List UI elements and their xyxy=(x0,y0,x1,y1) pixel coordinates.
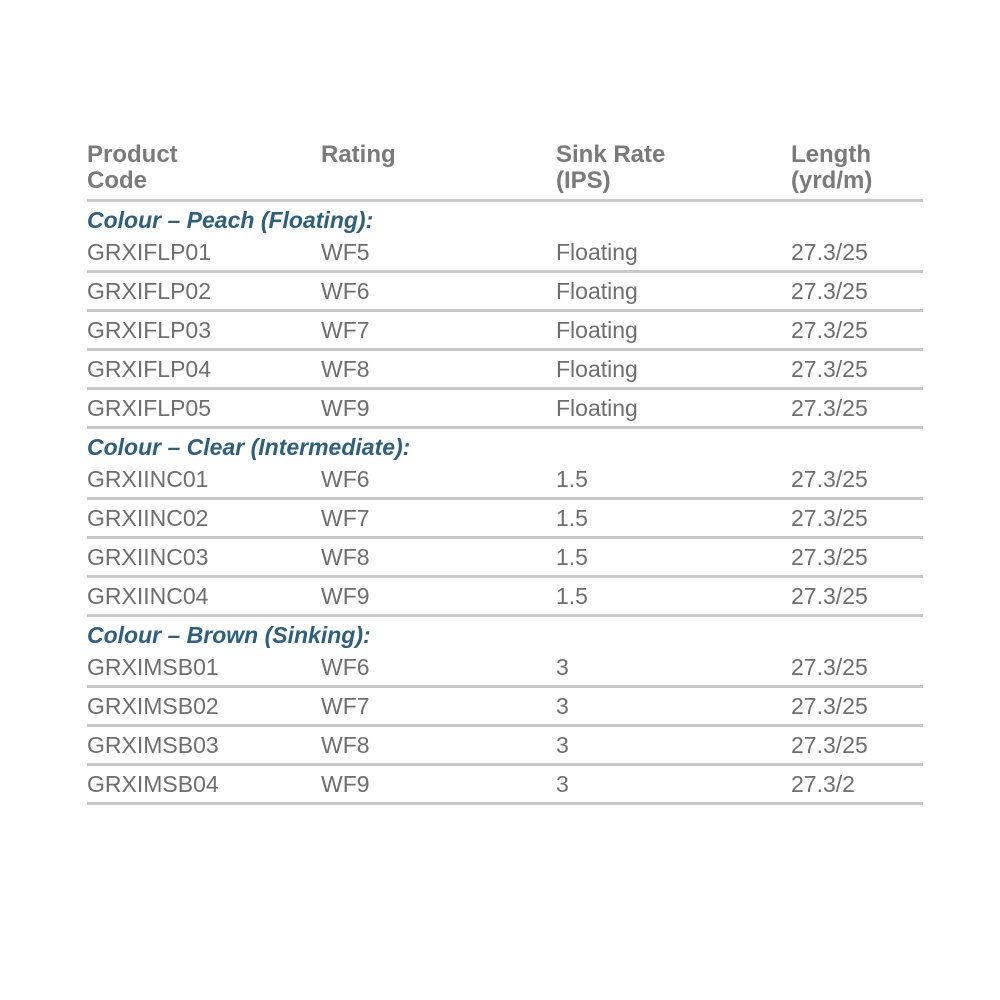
cell-product-code: GRXIFLP02 xyxy=(87,278,211,304)
cell-sink-rate: 3 xyxy=(556,693,569,719)
header-length-line2: (yrd/m) xyxy=(791,167,873,194)
group-title xyxy=(87,202,923,234)
cell-rating: WF7 xyxy=(321,693,370,719)
table-row xyxy=(87,390,923,429)
header-sink-rate-line2: (IPS) xyxy=(556,167,611,194)
table-row xyxy=(87,649,923,688)
header-product-code-line1: Product xyxy=(87,141,178,168)
table-row xyxy=(87,539,923,578)
header-rating-line1: Rating xyxy=(321,141,396,168)
cell-rating: WF7 xyxy=(321,317,370,343)
cell-product-code: GRXIFLP03 xyxy=(87,317,211,343)
cell-sink-rate: 1.5 xyxy=(556,505,588,531)
header-length xyxy=(791,142,872,194)
cell-rating: WF5 xyxy=(321,239,370,265)
cell-length: 27.3/25 xyxy=(791,239,868,265)
cell-length: 27.3/2 xyxy=(791,771,855,797)
cell-sink-rate: 3 xyxy=(556,732,569,758)
cell-sink-rate: 1.5 xyxy=(556,466,588,492)
cell-rating: WF6 xyxy=(321,466,370,492)
cell-length: 27.3/25 xyxy=(791,693,868,719)
cell-rating: WF9 xyxy=(321,583,370,609)
cell-product-code: GRXIINC01 xyxy=(87,466,209,492)
table-header xyxy=(87,142,923,202)
cell-sink-rate: 1.5 xyxy=(556,583,588,609)
header-length-line1: Length xyxy=(791,141,871,168)
cell-sink-rate: 1.5 xyxy=(556,544,588,570)
cell-rating: WF9 xyxy=(321,395,370,421)
table-row xyxy=(87,312,923,351)
product-table xyxy=(87,142,923,805)
cell-product-code: GRXIINC03 xyxy=(87,544,209,570)
cell-product-code: GRXIMSB02 xyxy=(87,693,219,719)
table-row xyxy=(87,727,923,766)
cell-rating: WF6 xyxy=(321,278,370,304)
cell-length: 27.3/25 xyxy=(791,466,868,492)
group-title-text: Colour – Peach (Floating): xyxy=(87,207,374,233)
cell-length: 27.3/25 xyxy=(791,395,868,421)
group-title xyxy=(87,617,923,649)
cell-sink-rate: 3 xyxy=(556,654,569,680)
cell-rating: WF7 xyxy=(321,505,370,531)
cell-sink-rate: Floating xyxy=(556,278,638,304)
cell-sink-rate: Floating xyxy=(556,395,638,421)
cell-sink-rate: Floating xyxy=(556,356,638,382)
cell-length: 27.3/25 xyxy=(791,278,868,304)
cell-product-code: GRXIMSB04 xyxy=(87,771,219,797)
cell-rating: WF8 xyxy=(321,544,370,570)
table-row xyxy=(87,351,923,390)
cell-length: 27.3/25 xyxy=(791,356,868,382)
cell-rating: WF6 xyxy=(321,654,370,680)
cell-rating: WF8 xyxy=(321,356,370,382)
cell-sink-rate: Floating xyxy=(556,317,638,343)
cell-sink-rate: Floating xyxy=(556,239,638,265)
cell-length: 27.3/25 xyxy=(791,317,868,343)
cell-rating: WF9 xyxy=(321,771,370,797)
cell-product-code: GRXIFLP05 xyxy=(87,395,211,421)
cell-rating: WF8 xyxy=(321,732,370,758)
header-rating xyxy=(321,142,396,168)
table-row xyxy=(87,234,923,273)
group-title-text: Colour – Brown (Sinking): xyxy=(87,622,371,648)
table-row xyxy=(87,273,923,312)
cell-product-code: GRXIMSB03 xyxy=(87,732,219,758)
table-row xyxy=(87,461,923,500)
header-sink-rate xyxy=(556,142,665,194)
cell-length: 27.3/25 xyxy=(791,583,868,609)
header-product-code-line2: Code xyxy=(87,167,147,194)
cell-length: 27.3/25 xyxy=(791,654,868,680)
cell-product-code: GRXIFLP04 xyxy=(87,356,211,382)
cell-length: 27.3/25 xyxy=(791,544,868,570)
cell-product-code: GRXIMSB01 xyxy=(87,654,219,680)
cell-product-code: GRXIFLP01 xyxy=(87,239,211,265)
group-title-text: Colour – Clear (Intermediate): xyxy=(87,434,411,460)
header-product-code xyxy=(87,142,178,194)
cell-product-code: GRXIINC02 xyxy=(87,505,209,531)
cell-sink-rate: 3 xyxy=(556,771,569,797)
header-sink-rate-line1: Sink Rate xyxy=(556,141,666,168)
table-row xyxy=(87,578,923,617)
table-row xyxy=(87,500,923,539)
cell-length: 27.3/25 xyxy=(791,505,868,531)
table-row xyxy=(87,766,923,805)
cell-length: 27.3/25 xyxy=(791,732,868,758)
cell-product-code: GRXIINC04 xyxy=(87,583,209,609)
table-row xyxy=(87,688,923,727)
group-title xyxy=(87,429,923,461)
